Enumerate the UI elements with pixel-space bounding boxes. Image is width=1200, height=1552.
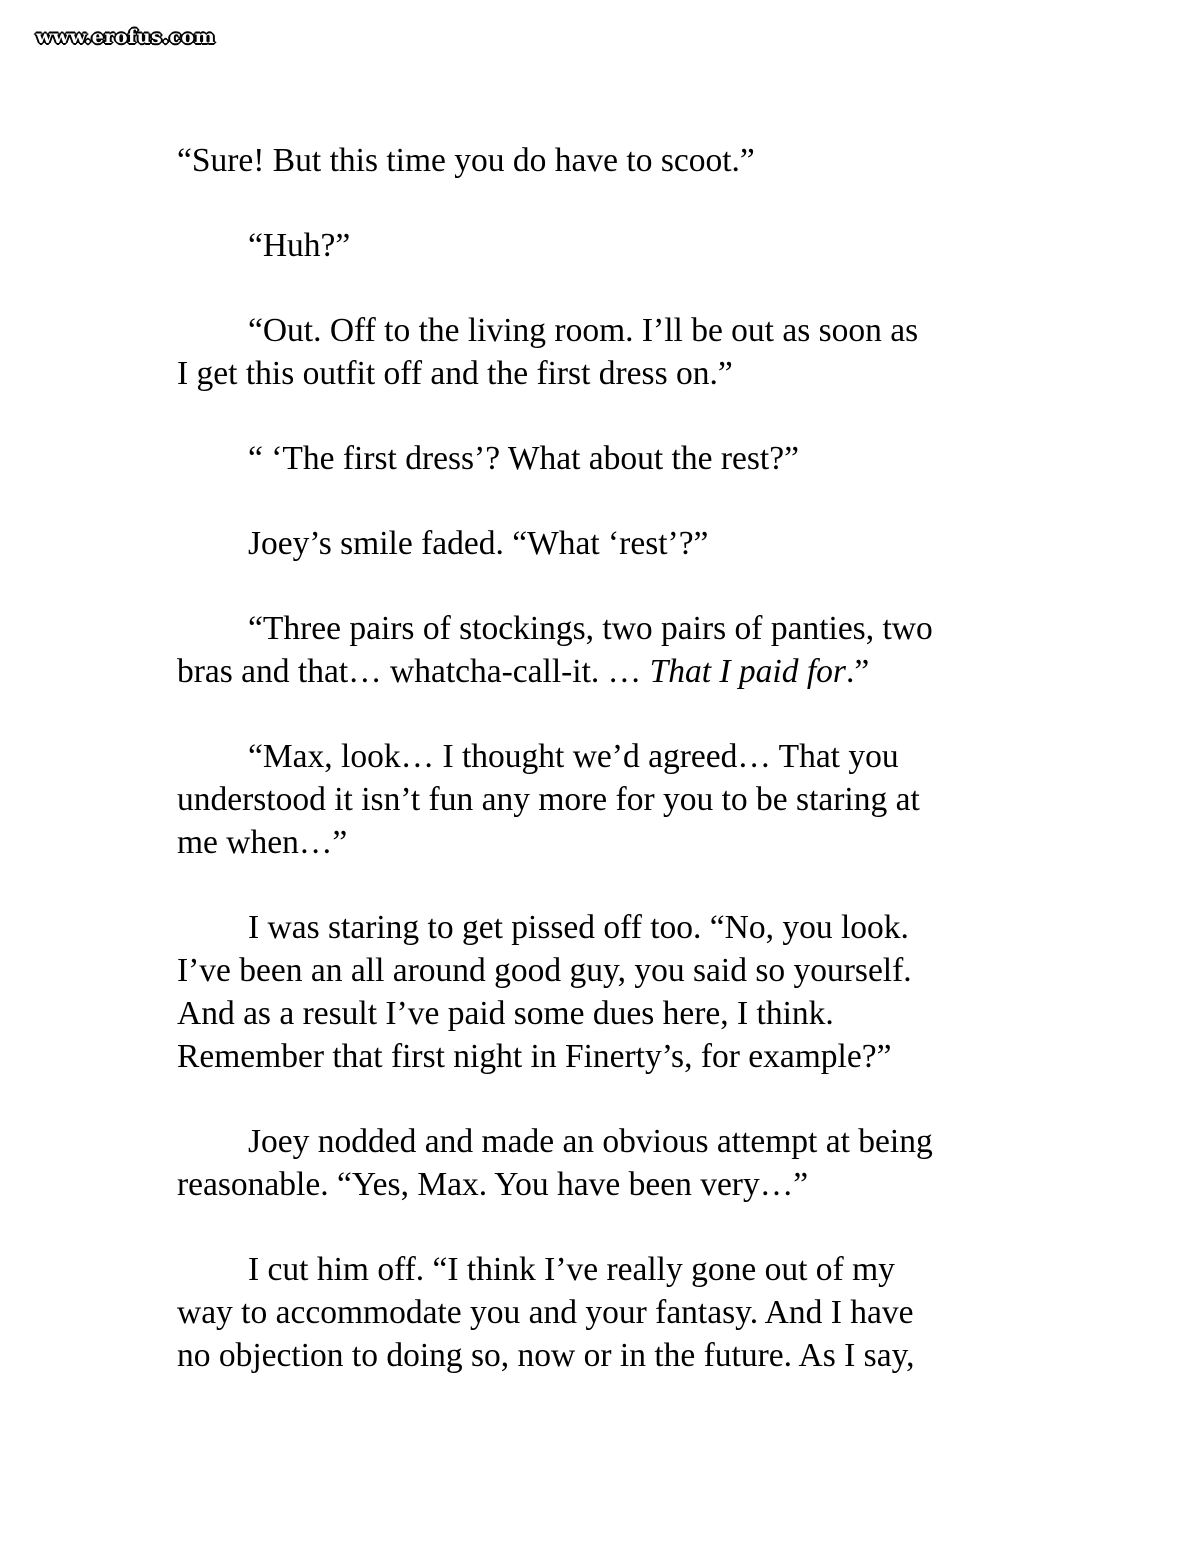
paragraph-4 [177,437,1037,480]
text-line: Joey’s smile faded. “What ‘rest’?” [248,525,709,562]
paragraph-9 [177,1120,1037,1206]
watermark: www.erofus.com [36,26,216,48]
text-line: understood it isn’t fun any more for you to be staring at [177,781,920,818]
text-line: reasonable. “Yes, Max. You have been very…” [177,1166,809,1203]
paragraph-1 [177,139,1037,182]
text-line: I’ve been an all around good guy, you said so yourself. [177,952,912,989]
text-line: “Three pairs of stockings, two pairs of panties, two [248,610,933,647]
text-line: me when…” [177,824,348,861]
italic-phrase: That I paid for [649,653,846,690]
text-line: “Huh?” [248,227,351,264]
text-line: “Sure! But this time you do have to scoot.” [177,142,755,179]
text-run: bras and that… whatcha-call-it. … [177,653,650,690]
text-line: way to accommodate you and your fantasy. And I have [177,1294,914,1331]
text-line: “Out. Off to the living room. I’ll be out as soon as [248,312,919,349]
paragraph-8 [177,906,1037,1078]
paragraph-7 [177,735,1037,864]
text-line: Joey nodded and made an obvious attempt at being [248,1123,933,1160]
text-line: I cut him off. “I think I’ve really gone out of my [248,1251,895,1288]
text-line: Remember that first night in Finerty’s, for example?” [177,1038,892,1075]
paragraph-2 [177,224,1037,267]
paragraph-3 [177,309,1037,395]
paragraph-10 [177,1248,1037,1377]
text-line: “Max, look… I thought we’d agreed… That you [248,738,899,775]
text-line: And as a result I’ve paid some dues here, I think. [177,995,834,1032]
text-line: no objection to doing so, now or in the future. As I say, [177,1337,915,1374]
text-line [177,650,1037,693]
story-page [177,139,1037,1419]
paragraph-5 [177,522,1037,565]
text-line: I was staring to get pissed off too. “No, you look. [248,909,909,946]
paragraph-6 [177,607,1037,693]
text-line: “ ‘The first dress’? What about the rest?” [248,440,799,477]
text-line: I get this outfit off and the first dress on.” [177,355,733,392]
text-run: .” [845,653,870,690]
